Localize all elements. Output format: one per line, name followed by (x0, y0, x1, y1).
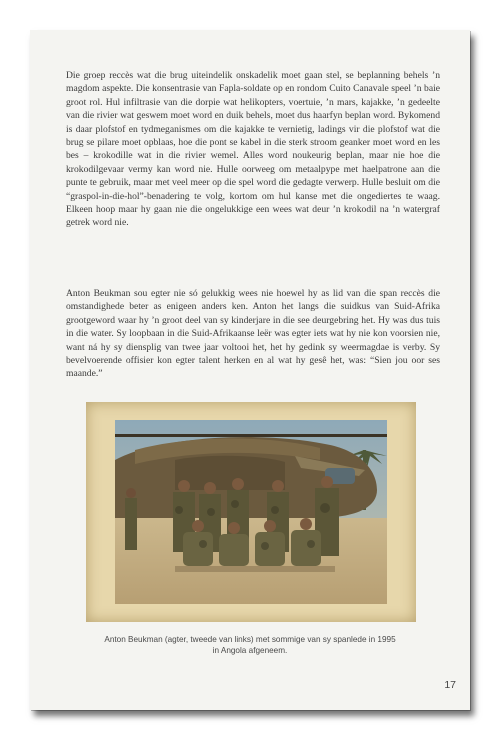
photo-frame (86, 402, 416, 622)
caption-line-1: Anton Beukman (agter, tweede van links) met sommige van sy spanlede in 1995 (104, 635, 396, 644)
caption-line-2: in Angola afgeneem. (212, 646, 288, 655)
body-paragraph-1: Die groep reccès wat die brug uiteindelik onskadelik moet gaan stel, se beplanning behels ’n magdom aspekte. Die konsentrasie van Fapla-soldate op en rondom Cuito Canavale speel ’n baie groot rol. Hul infiltrasie van die dorpie wat helikopters, voertuie, ’n mars, kajakke, ’n gedeelte van die rivier wat geswem moet word en duik behels, moet dus haarfyn beplan word. Bykomend is daar plofstof en tydmeganismes om die kajakke te vernietig, ladings vir die plofstof wat die brug se pilare moet opblaas, hoe die pont se kabel in die sterk stroom geanker moet word en les bes – krokodille wat in die rivier wemel. Alles word noukeurig beplan, maar nie hoe die krokodilgevaar vermy kan word nie. Hulle oorweeg om metaalpype met haelpatrone aan die punte te gebruik, maar met veel meer op die spel word die gedagte verwerp. Hulle besluit om die “graspol-in-die-hol”-benadering te volg, kortom om hul kanse met die ongediertes te waag. Elkeen hoop maar hy gaan nie die ongelukkige een wees wat deur ’n krokodil na ’n watergraf getrek word nie. (66, 70, 440, 229)
page-number: 17 (444, 679, 456, 691)
book-page (30, 30, 470, 710)
body-paragraph-2: Anton Beukman sou egter nie só gelukkig wees nie hoewel hy as lid van die span reccès die omstandighede beter as enigeen anders ken. Anton het langs die suidkus van Suid-Afrika grootgeword waar hy ’n groot deel van sy kinderjare in die see deurgebring het. Hy was dus tuis in die water. Sy loopbaan in die Suid-Afrikaanse leër was egter iets wat hy nie kon voorsien nie, want ná hy sy diensplig van twee jaar voltooi het, het hy gedink sy weermagdae is verby. Sy bevelvoerende offisier kon egter talent herken en al wat hy gesê het, was: “Sien jou oor ses maande.” (66, 288, 440, 380)
photo-caption (70, 634, 430, 656)
soldiers-photo (115, 420, 387, 604)
soldiers-photo-illustration (115, 420, 387, 604)
